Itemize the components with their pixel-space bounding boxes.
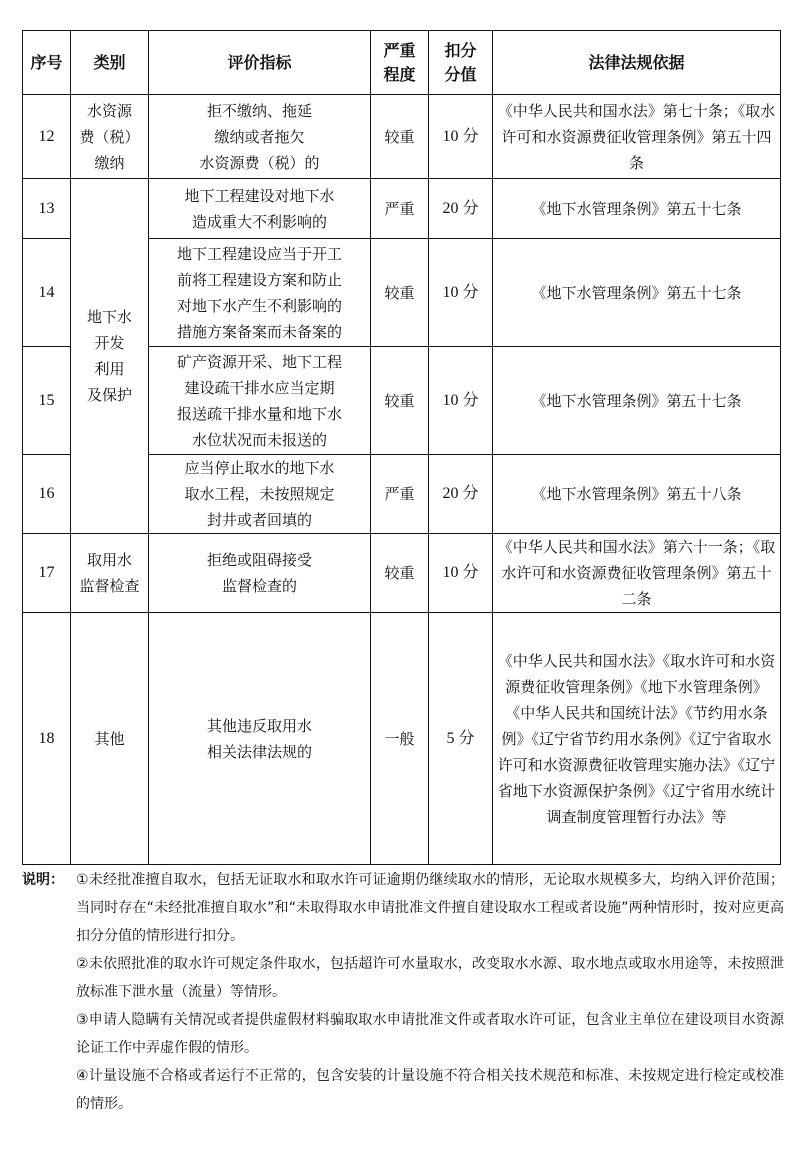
note-text: 未经批准擅自取水，包括无证取水和取水许可证逾期仍继续取水的情形，无论取水规模多大，均纳入评价范围；当同时存在“未经批准擅自取水”和“未取得取水申请批准文件擅自建设取水工程或者设施”两种情形时，按对应更高扣分分值的情形进行扣分。: [76, 872, 784, 944]
table-row: [23, 95, 781, 179]
header-severity: 严重 程度: [371, 31, 429, 95]
header-category: 类别: [71, 31, 149, 95]
note-mark: ④: [76, 1068, 89, 1084]
note-text: 计量设施不合格或者运行不正常的，包含安装的计量设施不符合相关技术规范和标准、未按规定进行检定或校准的情形。: [76, 1068, 784, 1112]
row-basis: 《地下水管理条例》第五十七条: [493, 179, 781, 239]
row-indicator: 其他违反取用水 相关法律法规的: [149, 613, 371, 865]
row-indicator: 应当停止取水的地下水 取水工程，未按照规定 封井或者回填的: [149, 455, 371, 534]
row-score: 20 分: [429, 455, 493, 534]
note-text: 未依照批准的取水许可规定条件取水，包括超许可水量取水，改变取水水源、取水地点或取水用途等，未按照泄放标准下泄水量（流量）等情形。: [76, 956, 784, 1000]
header-indicator: 评价指标: [149, 31, 371, 95]
row-severity: 严重: [371, 455, 429, 534]
row-severity: 严重: [371, 179, 429, 239]
row-indicator: 地下工程建设应当于开工 前将工程建设方案和防止 对地下水产生不利影响的 措施方案备案而未备案的: [149, 239, 371, 347]
row-indicator: 拒绝或阻碍接受 监督检查的: [149, 534, 371, 613]
row-no: 16: [23, 455, 71, 534]
row-indicator: 拒不缴纳、拖延 缴纳或者拖欠 水资源费（税）的: [149, 95, 371, 179]
note-text: 申请人隐瞒有关情况或者提供虚假材料骗取取水申请批准文件或者取水许可证，包含业主单位在建设项目水资源论证工作中弄虚作假的情形。: [76, 1012, 784, 1056]
table-row: [23, 613, 781, 865]
evaluation-table: [22, 30, 781, 865]
notes-label: 说明：: [22, 872, 64, 888]
row-indicator: 地下工程建设对地下水 造成重大不利影响的: [149, 179, 371, 239]
note-item: [22, 866, 784, 950]
header-score: 扣分 分值: [429, 31, 493, 95]
row-no: 17: [23, 534, 71, 613]
row-no: 18: [23, 613, 71, 865]
row-severity: 较重: [371, 534, 429, 613]
row-no: 15: [23, 347, 71, 455]
row-score: 10 分: [429, 95, 493, 179]
header-basis: 法律法规依据: [493, 31, 781, 95]
row-basis: 《中华人民共和国水法》《取水许可和水资源费征收管理条例》《地下水管理条例》《中华人民共和国统计法》《节约用水条例》《辽宁省节约用水条例》《辽宁省取水许可和水资源费征收管理实施办法》《辽宁省地下水资源保护条例》《辽宁省用水统计调查制度管理暂行办法》等: [493, 613, 781, 865]
note-item: [22, 1006, 784, 1062]
note-item: [22, 1062, 784, 1118]
note-mark: ①: [76, 872, 89, 888]
note-item: [22, 950, 784, 1006]
row-severity: 较重: [371, 239, 429, 347]
table-row: [23, 179, 781, 239]
row-score: 5 分: [429, 613, 493, 865]
row-category-merged: 地下水 开发 利用 及保护: [71, 179, 149, 534]
row-no: 13: [23, 179, 71, 239]
table-row: [23, 534, 781, 613]
row-indicator: 矿产资源开采、地下工程 建设疏干排水应当定期 报送疏干排水量和地下水 水位状况而未报送的: [149, 347, 371, 455]
row-no: 14: [23, 239, 71, 347]
row-category: 取用水 监督检查: [71, 534, 149, 613]
row-score: 10 分: [429, 347, 493, 455]
row-score: 10 分: [429, 239, 493, 347]
row-no: 12: [23, 95, 71, 179]
row-basis: 《中华人民共和国水法》第七十条；《取水许可和水资源费征收管理条例》第五十四条: [493, 95, 781, 179]
row-score: 10 分: [429, 534, 493, 613]
table-header-row: [23, 31, 781, 95]
header-no: 序号: [23, 31, 71, 95]
row-category: 其他: [71, 613, 149, 865]
row-basis: 《中华人民共和国水法》第六十一条；《取水许可和水资源费征收管理条例》第五十二条: [493, 534, 781, 613]
row-basis: 《地下水管理条例》第五十八条: [493, 455, 781, 534]
notes-section: [22, 866, 784, 1118]
row-category: 水资源 费（税） 缴纳: [71, 95, 149, 179]
row-severity: 较重: [371, 347, 429, 455]
note-mark: ②: [76, 956, 89, 972]
row-basis: 《地下水管理条例》第五十七条: [493, 347, 781, 455]
row-severity: 较重: [371, 95, 429, 179]
row-severity: 一般: [371, 613, 429, 865]
row-score: 20 分: [429, 179, 493, 239]
row-basis: 《地下水管理条例》第五十七条: [493, 239, 781, 347]
note-mark: ③: [76, 1012, 89, 1028]
